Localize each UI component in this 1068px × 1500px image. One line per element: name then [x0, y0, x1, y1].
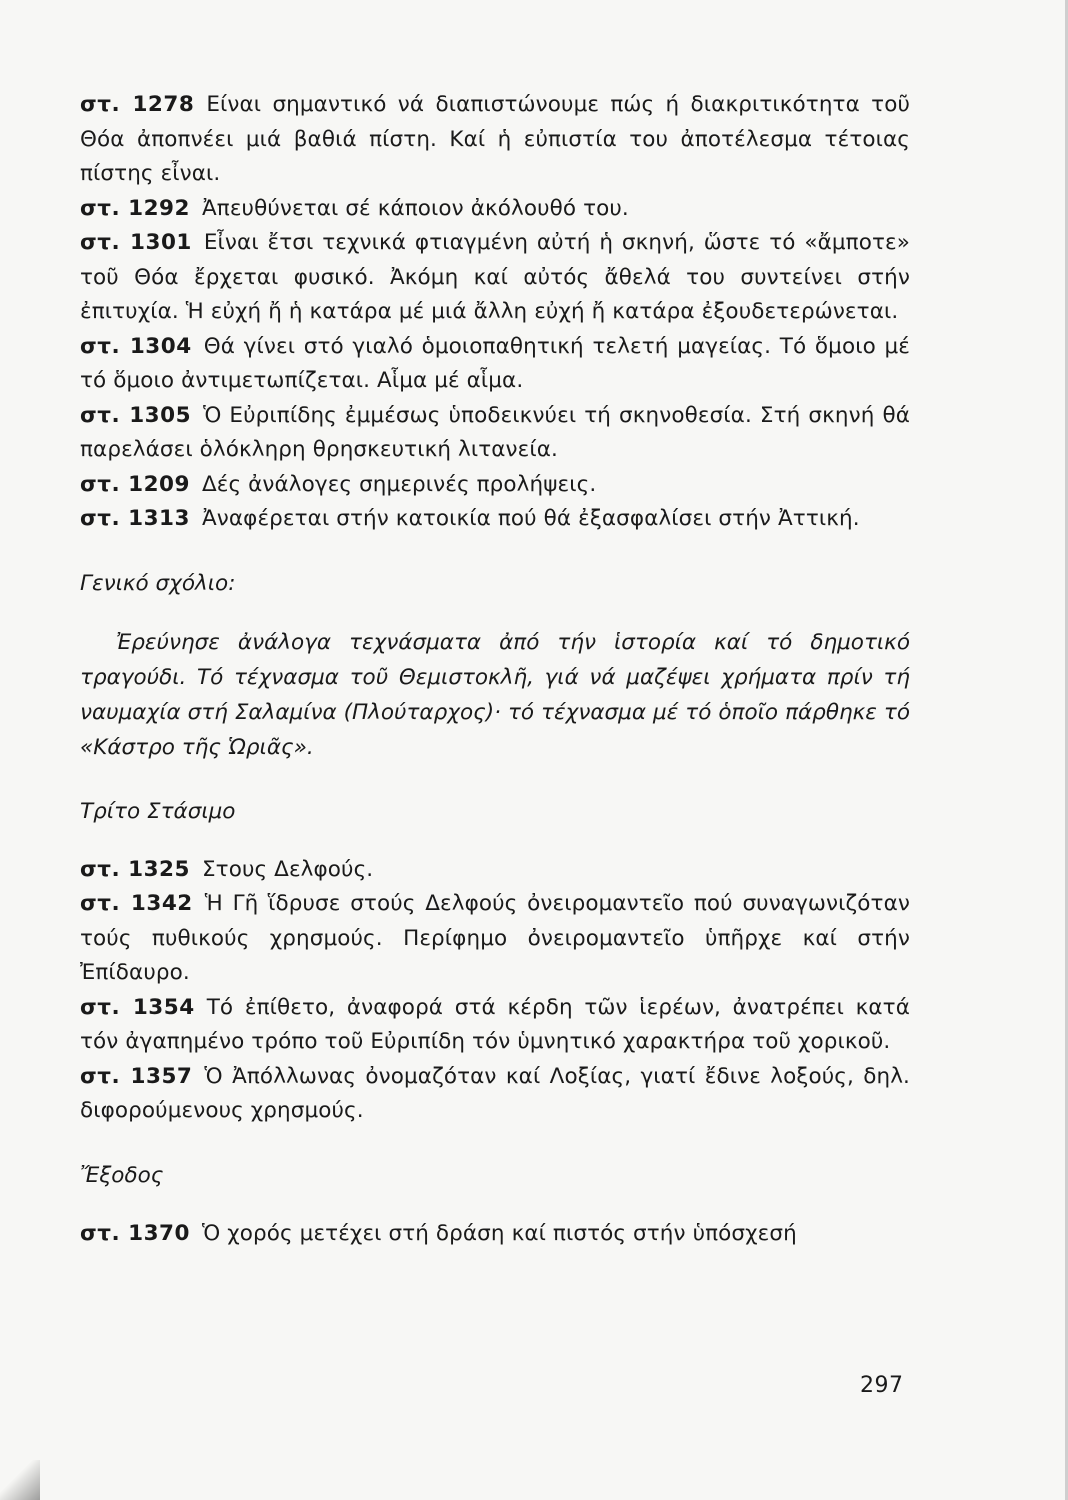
note-entry: [80, 88, 910, 192]
line-reference: στ. 1304: [80, 333, 192, 359]
note-text: Ὁ Εὐριπίδης ἐμμέσως ὑποδεικνύει τή σκηνοθεσία. Στή σκηνή θά παρελάσει ὁλόκληρη θρησκευτική λιτανεία.: [80, 402, 910, 462]
line-reference: στ. 1325: [80, 856, 190, 882]
note-text: Δές ἀνάλογες σημερινές προλήψεις.: [201, 471, 597, 497]
line-reference: στ. 1301: [80, 230, 192, 255]
note-text: Ἀναφέρεται στήν κατοικία πού θά ἐξασφαλίσει στήν Ἀττική.: [201, 506, 860, 531]
note-entry: [80, 991, 910, 1060]
note-text: Ἡ Γῆ ἵδρυσε στούς Δελφούς ὀνειρομαντεῖο πού συναγωνιζόταν τούς πυθικούς χρησμούς. Περίφημο ὀνειρομαντεῖο ὑπῆρχε καί στήν Ἐπίδαυρο.: [80, 891, 910, 985]
line-reference: στ. 1305: [80, 402, 192, 428]
general-comment-heading: Γενικό σχόλιο:: [80, 570, 236, 596]
general-comment-text: Ἐρεύνησε ἀνάλογα τεχνάσματα ἀπό τήν ἱστορία καί τό δημοτικό τραγούδι. Τό τέχνασμα τοῦ Θεμιστοκλῆ, γιά νά μαζέψει χρήματα πρίν τή ναυμαχία στή Σαλαμίνα (Πλούταρχος)· τό τέχνασμα μέ τό ὁποῖο πάρθηκε τό «Κάστρο τῆς Ὡριᾶς».: [80, 629, 910, 760]
note-text: Ὁ Ἀπόλλωνας ὀνομαζόταν καί Λοξίας, γιατί ἔδινε λοξούς, δηλ. διφορούμενους χρησμούς.: [80, 1063, 910, 1123]
note-text: Εἶναι ἔτσι τεχνικά φτιαγμένη αὐτή ἡ σκηνή, ὥστε τό «ἄμποτε» τοῦ Θόα ἔρχεται φυσικό. Ἀκόμη καί αὐτός ἄθελά του συντείνει στήν ἐπιτυχία. Ἡ εὐχή ἤ ἡ κατάρα μέ μιά ἄλλη εὐχή ἤ κατάρα ἐξουδετερώνεται.: [80, 230, 910, 324]
line-reference: στ. 1278: [80, 92, 195, 117]
note-entry: [80, 853, 910, 888]
line-reference: στ. 1354: [80, 994, 195, 1020]
note-text: Ὁ χορός μετέχει στή δράση καί πιστός στήν ὑπόσχεσή: [201, 1220, 797, 1246]
note-text: Είναι σημαντικό νά διαπιστώνουμε πώς ή διακριτικότητα τοῦ Θόα ἀποπνέει μιά βαθιά πίστη. Καί ἡ εὐπιστία του ἀποτέλεσμα τέτοιας πίστης εἶναι.: [80, 92, 910, 186]
page-number: 297: [860, 1373, 904, 1398]
page-content: [80, 88, 910, 1251]
line-reference: στ. 1357: [80, 1063, 193, 1089]
line-reference: στ. 1342: [80, 891, 193, 916]
note-entry: [80, 502, 910, 537]
line-reference: στ. 1209: [80, 471, 190, 497]
note-entry: [80, 887, 910, 991]
note-entry: [80, 330, 910, 399]
line-reference: στ. 1370: [80, 1220, 190, 1246]
note-entry: [80, 468, 910, 503]
note-entry: [80, 226, 910, 330]
note-text: Ἀπευθύνεται σέ κάποιον ἀκόλουθό του.: [201, 195, 629, 221]
section-heading-exodos: Ἔξοδος: [80, 1162, 164, 1188]
line-reference: στ. 1313: [80, 506, 190, 531]
line-reference: στ. 1292: [80, 195, 190, 221]
scan-shadow: [0, 1460, 40, 1500]
note-text: Τό ἐπίθετο, ἀναφορά στά κέρδη τῶν ἱερέων, ἀνατρέπει κατά τόν ἀγαπημένο τρόπο τοῦ Εὐριπίδη τόν ὑμνητικό χαρακτήρα τοῦ χορικοῦ.: [80, 994, 910, 1054]
note-text: Θά γίνει στό γιαλό ὁμοιοπαθητική τελετή μαγείας. Τό ὅμοιο μέ τό ὅμοιο ἀντιμετωπίζεται. Αἷμα μέ αἷμα.: [80, 333, 910, 393]
note-entry: [80, 192, 910, 227]
note-entry: [80, 1060, 910, 1129]
note-text: Στους Δελφούς.: [201, 856, 374, 882]
note-entry: [80, 399, 910, 468]
note-entry: [80, 1217, 910, 1252]
section-heading-third-stasimon: Τρίτο Στάσιμο: [80, 798, 236, 824]
